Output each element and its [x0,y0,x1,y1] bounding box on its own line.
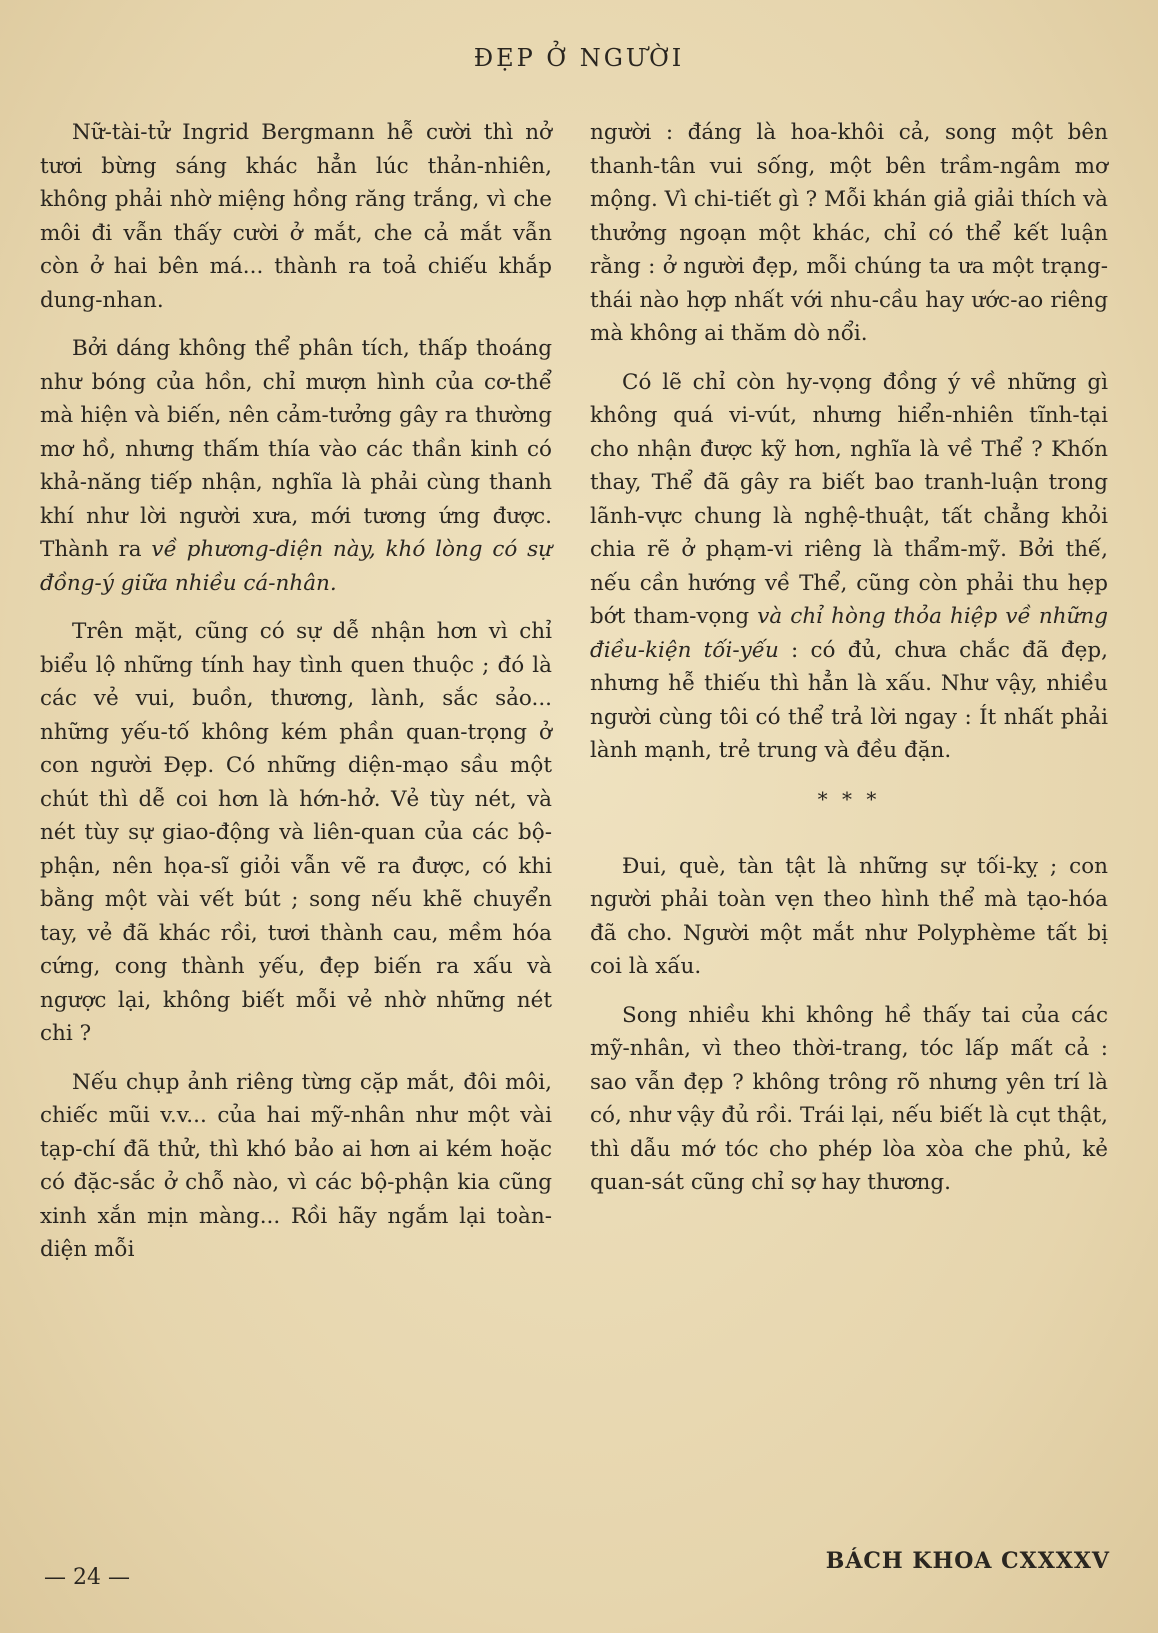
paragraph: Nếu chụp ảnh riêng từng cặp mắt, đôi môi, chiếc mũi v.v... của hai mỹ-nhân như một vài tạp-chí đã thử, thì khó bảo ai hơn ai kém hoặc có đặc-sắc ở chỗ nào, vì các bộ-phận kia cũng xinh xắn mịn màng... Rồi hãy ngắm lại toàn-diện mỗi [40,1069,552,1262]
paragraph [40,332,552,600]
paragraph: Đui, què, tàn tật là những sự tối-kỵ ; con người phải toàn vẹn theo hình thể mà tạo-hóa đã cho. Người một mắt như Polyphème tất bị coi là xấu. [590,853,1108,979]
publication-name: BÁCH KHOA CXXXXV [825,1548,1110,1574]
paragraph-italic-text: về phương-diện này, khó lòng có sự đồng-ý giữa nhiều cá-nhân. [40,537,552,596]
paragraph: Nữ-tài-tử Ingrid Bergmann hễ cười thì nở tươi bừng sáng khác hẳn lúc thản-nhiên, không phải nhờ miệng hồng răng trắng, vì che môi đi vẫn thấy cười ở mắt, che cả mắt vẫn còn ở hai bên má... thành ra toả chiếu khắp dung-nhan. [40,120,552,313]
section-separator: * * * [817,786,881,811]
page-number: — 24 — [44,1565,130,1590]
paragraph: Song nhiều khi không hề thấy tai của các mỹ-nhân, vì theo thời-trang, tóc lấp mất cả : sao vẫn đẹp ? không trông rõ nhưng yên trí là có, như vậy đủ rồi. Trái lại, nếu biết là cụt thật, thì dẫu mớ tóc cho phép lòa xòa che phủ, kẻ quan-sát cũng chỉ sợ hay thương. [590,1002,1108,1195]
paragraph: Trên mặt, cũng có sự dễ nhận hơn vì chỉ biểu lộ những tính hay tình quen thuộc ; đó là các vẻ vui, buồn, thương, lành, sắc sảo... những yếu-tố không kém phần quan-trọng ở con người Đẹp. Có những diện-mạo sầu một chút thì dễ coi hơn là hớn-hở. Vẻ tùy nét, và nét tùy sự giao-động và liên-quan của các bộ-phận, nên họa-sĩ giỏi vẫn vẽ ra được, có khi bằng một vài vết bút ; song nếu khẽ chuyển tay, vẻ đã khác rồi, tươi thành cau, mềm hóa cứng, cong thành yếu, đẹp biến ra xấu và ngược lại, không biết mỗi vẻ nhờ những nét chi ? [40,619,552,1046]
page-title: ĐẸP Ở NGƯỜI [473,44,685,72]
right-column [590,116,1108,1215]
paragraph-text: Có lẽ chỉ còn hy-vọng đồng ý về những gì không quá vi-vút, nhưng hiển-nhiên tĩnh-tại cho nhận được kỹ hơn, nghĩa là về Thể ? Khốn thay, Thể đã gây ra biết bao tranh-luận trong lãnh-vực chung là nghệ-thuật, tất chẳng khỏi chia rẽ ở phạm-vi riêng là thẩm-mỹ. Bởi thế, nếu cần hướng về Thể, cũng còn phải thu hẹp bớt tham-vọng [590,369,1108,629]
paragraph-text: Bởi dáng không thể phân tích, thấp thoáng như bóng của hồn, chỉ mượn hình của cơ-thể mà hiện và biến, nên cảm-tưởng gây ra thường mơ hồ, nhưng thấm thía vào các thần kinh có khả-năng tiếp nhận, nghĩa là phải cùng thanh khí như lời người xưa, mới tương ứng được. Thành ra [40,336,552,562]
paragraph [590,366,1108,768]
paragraph-italic-text: và chỉ hòng thỏa hiệp về những điều-kiện tối-yếu [590,604,1108,663]
left-column [40,116,552,1282]
paragraph-text: : có đủ, chưa chắc đã đẹp, nhưng hễ thiếu thì hẳn là xấu. Như vậy, nhiều người cùng tôi có thể trả lời ngay : Ít nhất phải lành mạnh, trẻ trung và đều đặn. [590,637,1108,763]
paragraph: người : đáng là hoa-khôi cả, song một bên thanh-tân vui sống, một bên trầm-ngâm mơ mộng. Vì chi-tiết gì ? Mỗi khán giả giải thích và thưởng ngoạn một khác, chỉ có thể kết luận rằng : ở người đẹp, mỗi chúng ta ưa một trạng-thái nào hợp nhất với nhu-cầu hay ước-ao riêng mà không ai thăm dò nổi. [590,120,1108,346]
